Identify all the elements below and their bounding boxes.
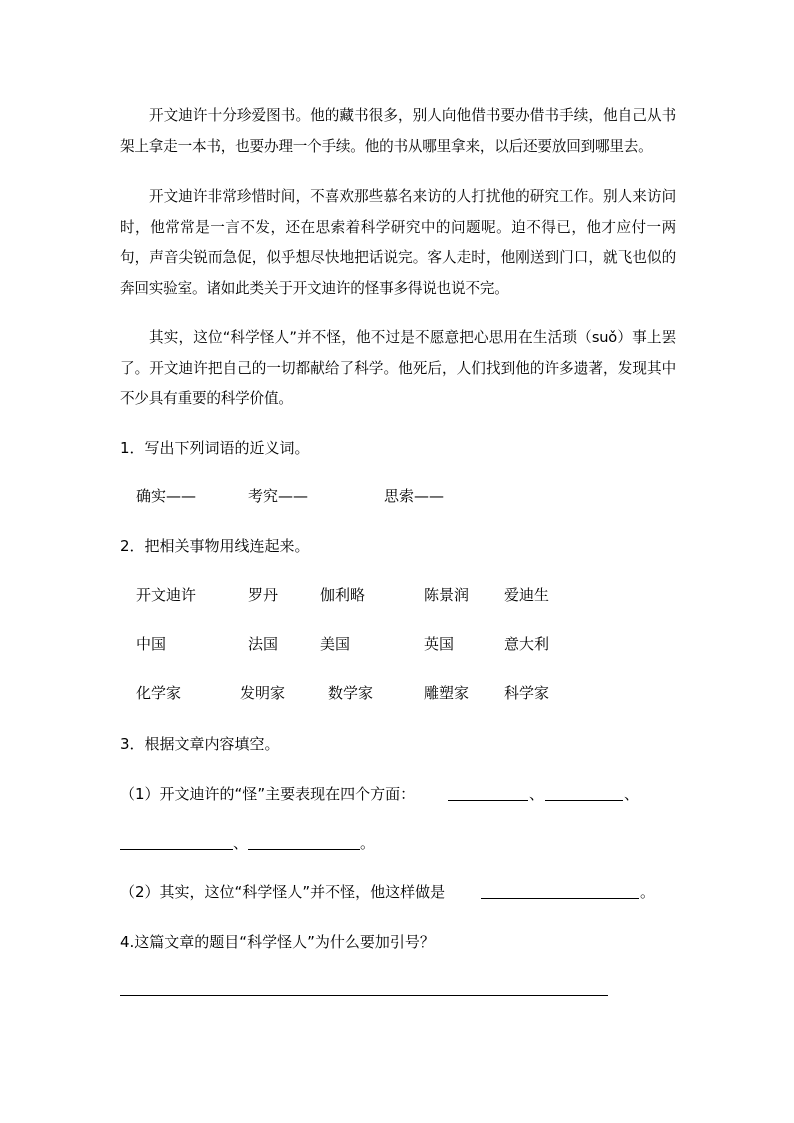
question-2-prompt: 2．把相关事物用线连起来。 bbox=[120, 537, 310, 555]
question-4-prompt: 4.这篇文章的题目“科学怪人”为什么要加引号？ bbox=[120, 933, 435, 951]
passage-paragraph-1: 开文迪许十分珍爱图书。他的藏书很多，别人向他借书要办借书手续，他自己从书架上拿走一本书，也要办理一个手续。他的书从哪里拿来，以后还要放回到哪里去。 bbox=[120, 107, 676, 155]
q2-row1-item-3: 伽利略 bbox=[320, 586, 366, 604]
q2-row1-item-2: 罗丹 bbox=[248, 586, 279, 604]
q3-sub1-separator-2: 、 bbox=[624, 785, 640, 803]
question-1-prompt: 1．写出下列词语的近义词。 bbox=[120, 439, 310, 457]
passage-paragraph-2: 开文迪许非常珍惜时间，不喜欢那些慕名来访的人打扰他的研究工作。别人来访问时，他常常是一言不发，还在思索着科学研究中的问题呢。迫不得已，他才应付一两句，声音尖锐而急促，似乎想尽快地把话说完。客人走时，他刚送到门口，就飞也似的奔回实验室。诸如此类关于开文迪许的怪事多得说也说不完。 bbox=[120, 188, 676, 297]
q4-answer-line[interactable] bbox=[120, 995, 608, 996]
q3-sub1-separator-3: 、 bbox=[233, 834, 249, 852]
q3-sub1-text: （1）开文迪许的“怪”主要表现在四个方面： bbox=[120, 785, 416, 803]
q2-row2-item-4: 英国 bbox=[424, 635, 455, 653]
passage-paragraph-3: 其实，这位“科学怪人”并不怪，他不过是不愿意把心思用在生活琐（suǒ）事上罢了。开文迪许把自己的一切都献给了科学。他死后，人们找到他的许多遗著，发现其中不少具有重要的科学价值。 bbox=[120, 329, 676, 407]
q2-row3-item-3: 数学家 bbox=[328, 684, 374, 702]
q2-row1-item-5: 爱迪生 bbox=[504, 586, 550, 604]
q3-sub1-blank-2[interactable] bbox=[545, 800, 623, 801]
q3-sub1-end: 。 bbox=[360, 834, 376, 852]
q3-sub1-blank-4[interactable] bbox=[248, 849, 360, 850]
q3-sub2-blank[interactable] bbox=[481, 898, 639, 899]
question-3-prompt: 3．根据文章内容填空。 bbox=[120, 735, 280, 753]
q2-row2-item-3: 美国 bbox=[320, 635, 351, 653]
q2-row3-item-1: 化学家 bbox=[136, 684, 182, 702]
q3-sub2-text: （2）其实，这位“科学怪人”并不怪，他这样做是 bbox=[120, 883, 446, 901]
q2-row1-item-1: 开文迪许 bbox=[136, 586, 197, 604]
q2-row2-item-2: 法国 bbox=[248, 635, 279, 653]
q2-row2-item-1: 中国 bbox=[136, 635, 167, 653]
q3-sub1-separator-1: 、 bbox=[529, 785, 545, 803]
q1-word-3: 思索—— bbox=[384, 487, 445, 505]
q2-row3-item-2: 发明家 bbox=[240, 684, 286, 702]
q1-word-2: 考究—— bbox=[248, 487, 309, 505]
q3-sub1-blank-3[interactable] bbox=[120, 849, 233, 850]
q3-sub2-end: 。 bbox=[640, 883, 656, 901]
q2-row3-item-4: 雕塑家 bbox=[424, 684, 470, 702]
q2-row1-item-4: 陈景润 bbox=[424, 586, 470, 604]
q2-row3-item-5: 科学家 bbox=[504, 684, 550, 702]
q1-word-1: 确实—— bbox=[136, 487, 197, 505]
q2-row2-item-5: 意大利 bbox=[504, 635, 550, 653]
q3-sub1-blank-1[interactable] bbox=[448, 800, 528, 801]
